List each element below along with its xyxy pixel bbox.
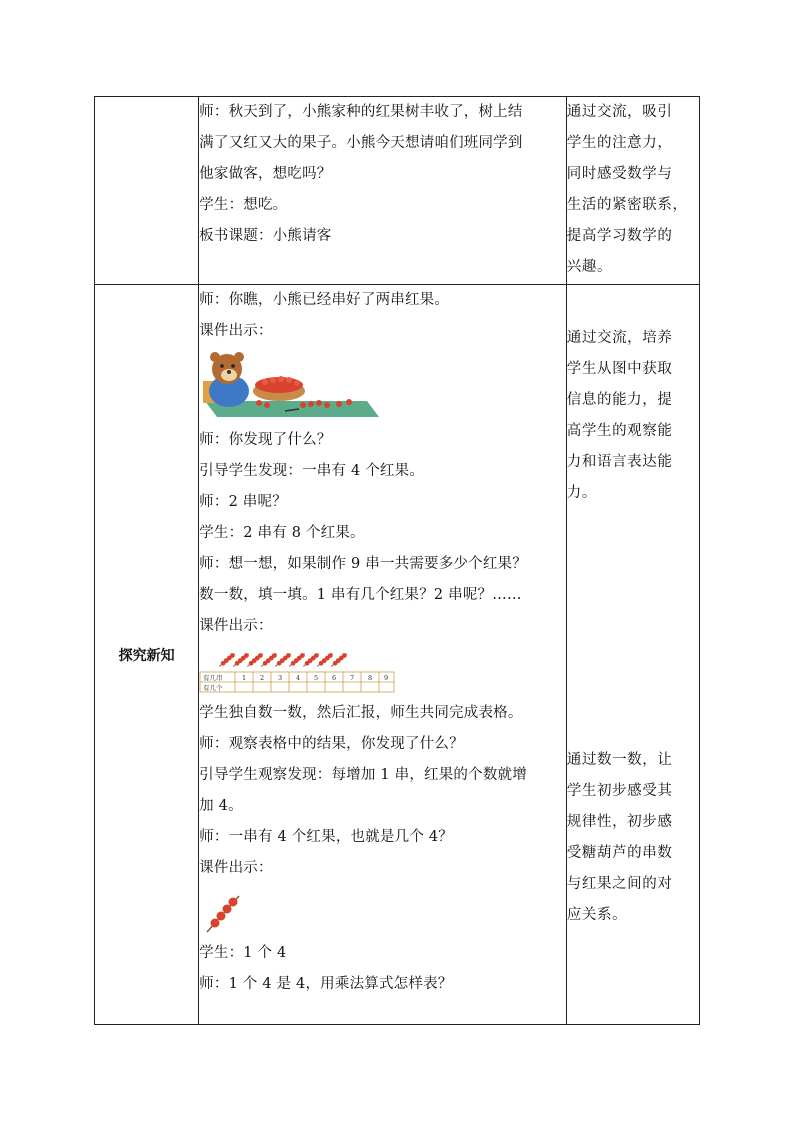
note-line: 通过交流，吸引 [566,104,673,120]
text-line: 师：一串有 4 个红果，也就是几个 4？ [199,829,453,845]
note-line: 兴趣。 [566,259,613,275]
note-line: 学生从图中获取 [566,361,673,377]
note-line: 学生初步感受其 [566,783,673,799]
intent-cell [566,97,699,285]
note-line: 受糖葫芦的串数 [566,845,673,861]
table-row [95,97,700,285]
count-table-illustration [199,648,395,694]
candied-haws-icon [203,892,243,936]
text-line: 课件出示： [199,860,273,876]
text-line: 学生独自数一数，然后汇报，师生共同完成表格。 [199,705,523,721]
note-line: 力。 [566,485,597,501]
note-line: 与红果之间的对 [566,876,673,892]
note-line: 高学生的观察能 [566,423,673,439]
table-row [95,285,700,1025]
count-table-number: 2 [260,674,265,682]
count-table-number: 7 [350,674,355,682]
count-table-number: 5 [314,674,319,682]
note-line: 生活的紧密联系， [566,197,688,213]
count-table-number: 8 [368,674,373,682]
text-line: 学生：想吃。 [199,197,288,213]
candied-haws-row [218,652,348,669]
text-line: 师：秋天到了，小熊家种的红果树丰收了，树上结 [199,104,523,120]
text-line: 满了又红又大的果子。小熊今天想请咱们班同学到 [199,135,523,151]
bear-with-berries-illustration [199,351,379,421]
note-line: 规律性，初步感 [566,814,673,830]
text-line: 师：想一想，如果制作 9 串一共需要多少个红果？ [199,556,527,572]
stage-label: 探究新知 [95,285,199,1025]
text-line: 课件出示： [199,618,273,634]
count-table-number: 3 [278,674,283,682]
count-table-label: 有几串 [203,674,223,682]
process-cell [199,285,567,1025]
note-line: 力和语言表达能 [566,454,673,470]
stage-cell-empty [95,97,199,285]
text-line: 师：2 串呢？ [199,494,287,510]
count-table-number: 4 [296,674,301,682]
count-table-number: 9 [384,674,389,682]
text-line: 数一数，填一填。1 串有几个红果？2 串呢？…… [199,587,522,603]
text-line: 师：你瞧，小熊已经串好了两串红果。 [199,292,450,308]
text-line: 引导学生观察发现：每增加 1 串，红果的个数就增 [199,767,527,783]
note-line: 通过交流，培养 [566,330,673,346]
note-line: 应关系。 [566,907,628,923]
text-line: 加 4。 [199,798,243,814]
text-line: 板书课题：小熊请客 [199,228,332,244]
text-line: 引导学生发现：一串有 4 个红果。 [199,463,425,479]
note-line: 学生的注意力， [566,135,673,151]
lesson-plan-table [94,96,700,1025]
text-line: 师：观察表格中的结果，你发现了什么？ [199,736,464,752]
text-line: 课件出示： [199,323,273,339]
intent-cell [566,285,699,1025]
count-table-number: 1 [242,674,247,682]
text-line: 师：你发现了什么？ [199,432,332,448]
process-cell [199,97,567,285]
text-line: 师：1 个 4 是 4，用乘法算式怎样表？ [199,976,453,992]
text-line: 学生：1 个 4 [199,945,287,961]
note-line: 信息的能力，提 [566,392,673,408]
count-table-number: 6 [332,674,337,682]
note-line: 通过数一数，让 [566,752,673,768]
count-table-label: 有几个 [203,684,223,692]
note-line: 同时感受数学与 [566,166,673,182]
note-line: 提高学习数学的 [566,228,673,244]
text-line: 他家做客，想吃吗？ [199,166,332,182]
text-line: 学生：2 串有 8 个红果。 [199,525,365,541]
